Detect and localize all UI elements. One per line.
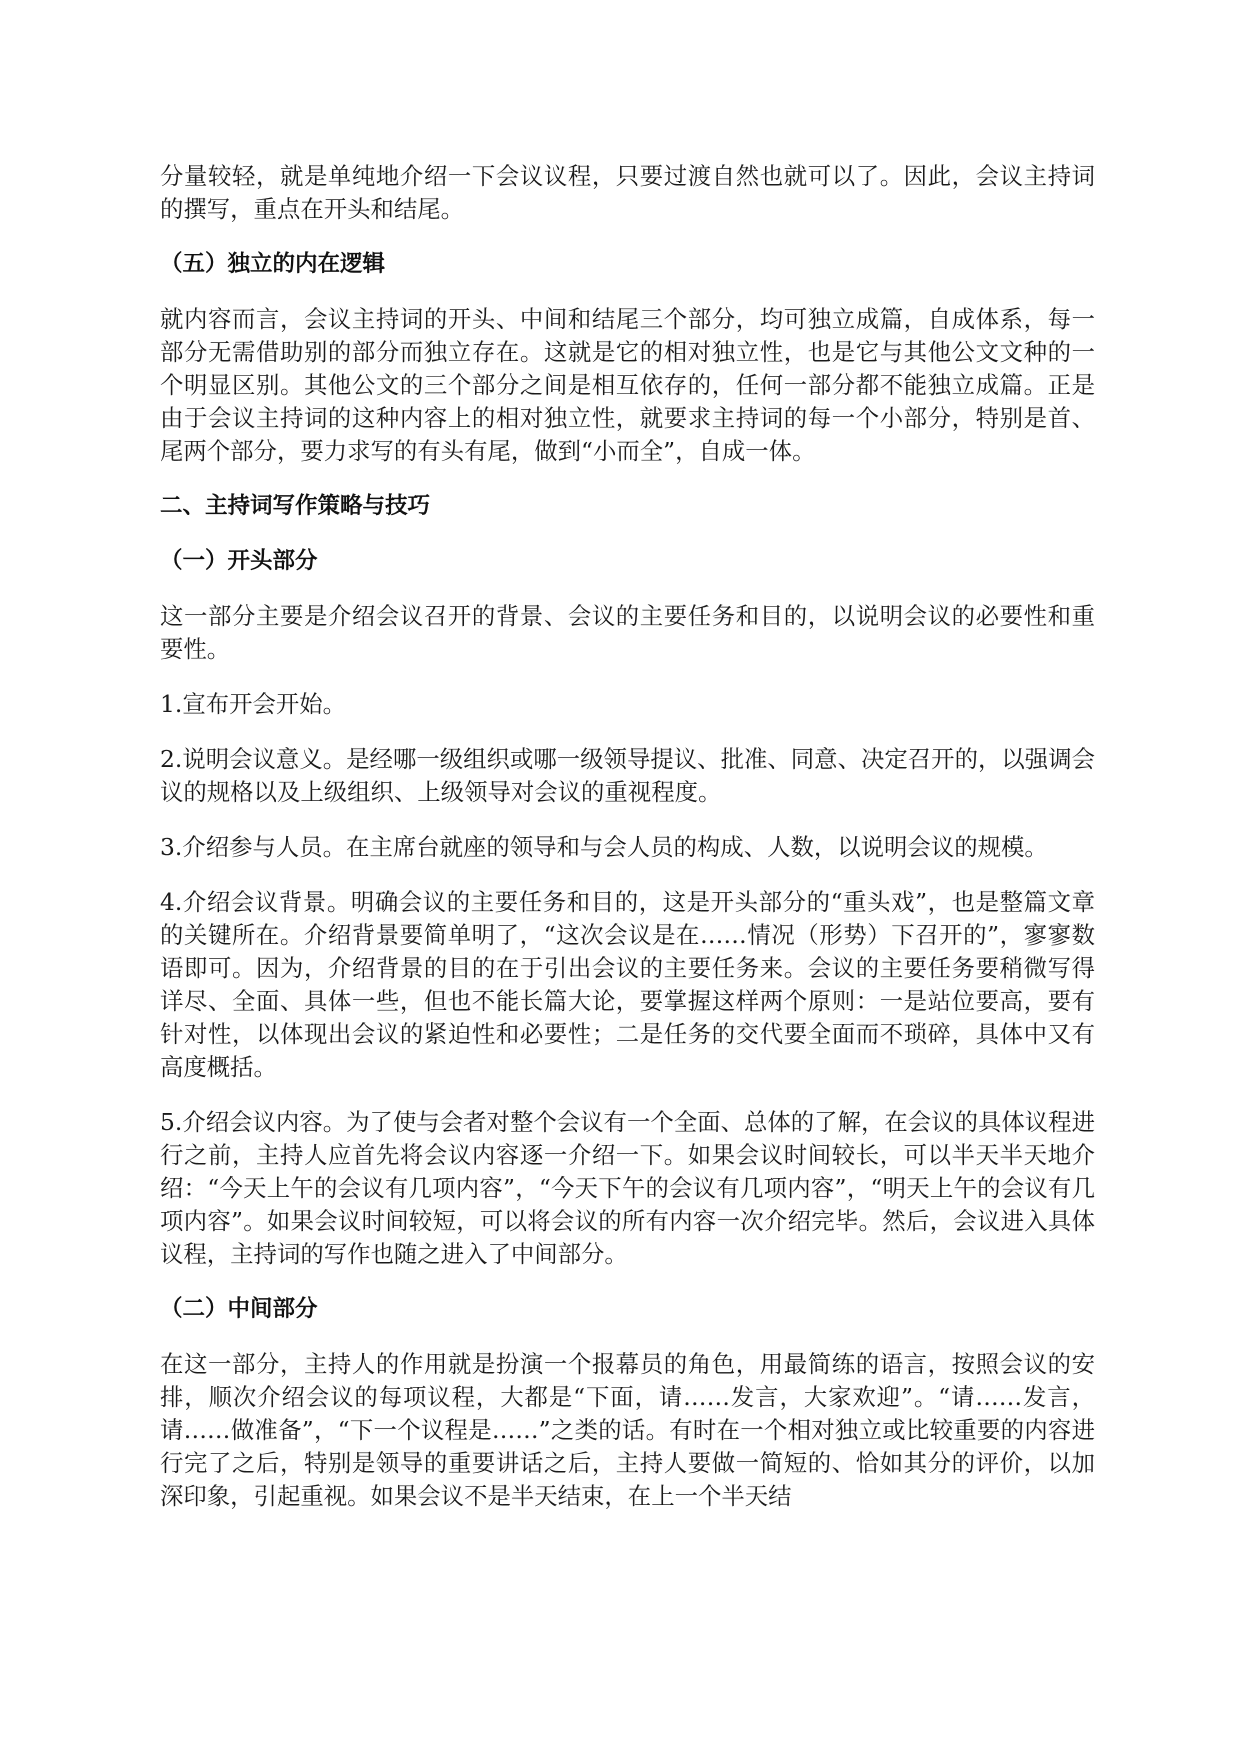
list-item-4: 4.介绍会议背景。明确会议的主要任务和目的，这是开头部分的“重头戏”，也是整篇文章的关键所在。介绍背景要简单明了，“这次会议是在……情况（形势）下召开的”，寥寥数语即可。因为，介绍背景的目的在于引出会议的主要任务来。会议的主要任务要稍微写得详尽、全面、具体一些，但也不能长篇大论，要掌握这样两个原则：一是站位要高，要有针对性，以体现出会议的紧迫性和必要性；二是任务的交代要全面而不琐碎，具体中又有高度概括。 xyxy=(160,888,1095,1081)
document-body xyxy=(160,160,1095,1535)
list-item-3: 3.介绍参与人员。在主席台就座的领导和与会人员的构成、人数，以说明会议的规模。 xyxy=(160,833,1048,861)
section-heading-independent-logic: （五）独立的内在逻辑 xyxy=(160,251,386,277)
list-item-5: 5.介绍会议内容。为了使与会者对整个会议有一个全面、总体的了解，在会议的具体议程进行之前，主持人应首先将会议内容逐一介绍一下。如果会议时间较长，可以半天半天地介绍：“今天上午的会议有几项内容”，“今天下午的会议有几项内容”，“明天上午的会议有几项内容”。如果会议时间较短，可以将会议的所有内容一次介绍完毕。然后，会议进入具体议程，主持词的写作也随之进入了中间部分。 xyxy=(160,1108,1095,1268)
paragraph-independence: 就内容而言，会议主持词的开头、中间和结尾三个部分，均可独立成篇，自成体系，每一部分无需借助别的部分而独立存在。这就是它的相对独立性，也是它与其他公文文种的一个明显区别。其他公文的三个部分之间是相互依存的，任何一部分都不能独立成篇。正是由于会议主持词的这种内容上的相对独立性，就要求主持词的每一个小部分，特别是首、尾两个部分，要力求写的有头有尾，做到“小而全”，自成一体。 xyxy=(160,305,1095,465)
paragraph-continuation: 分量较轻，就是单纯地介绍一下会议议程，只要过渡自然也就可以了。因此，会议主持词的撰写，重点在开头和结尾。 xyxy=(160,162,1095,223)
paragraph-opening-intro: 这一部分主要是介绍会议召开的背景、会议的主要任务和目的，以说明会议的必要性和重要性。 xyxy=(160,602,1095,663)
list-item-1: 1.宣布开会开始。 xyxy=(160,690,347,718)
paragraph-middle: 在这一部分，主持人的作用就是扮演一个报幕员的角色，用最简练的语言，按照会议的安排，顺次介绍会议的每项议程，大都是“下面，请……发言，大家欢迎”。“请……发言，请……做准备”，“下一个议程是……”之类的话。有时在一个相对独立或比较重要的内容进行完了之后，特别是领导的重要讲话之后，主持人要做一简短的、恰如其分的评价，以加深印象，引起重视。如果会议不是半天结束，在上一个半天结 xyxy=(160,1350,1095,1510)
section-heading-opening: （一）开头部分 xyxy=(160,548,318,574)
chapter-heading-strategies: 二、主持词写作策略与技巧 xyxy=(160,493,431,519)
section-heading-middle: （二）中间部分 xyxy=(160,1296,318,1322)
list-item-2: 2.说明会议意义。是经哪一级组织或哪一级领导提议、批准、同意、决定召开的，以强调会议的规格以及上级组织、上级领导对会议的重视程度。 xyxy=(160,745,1095,806)
